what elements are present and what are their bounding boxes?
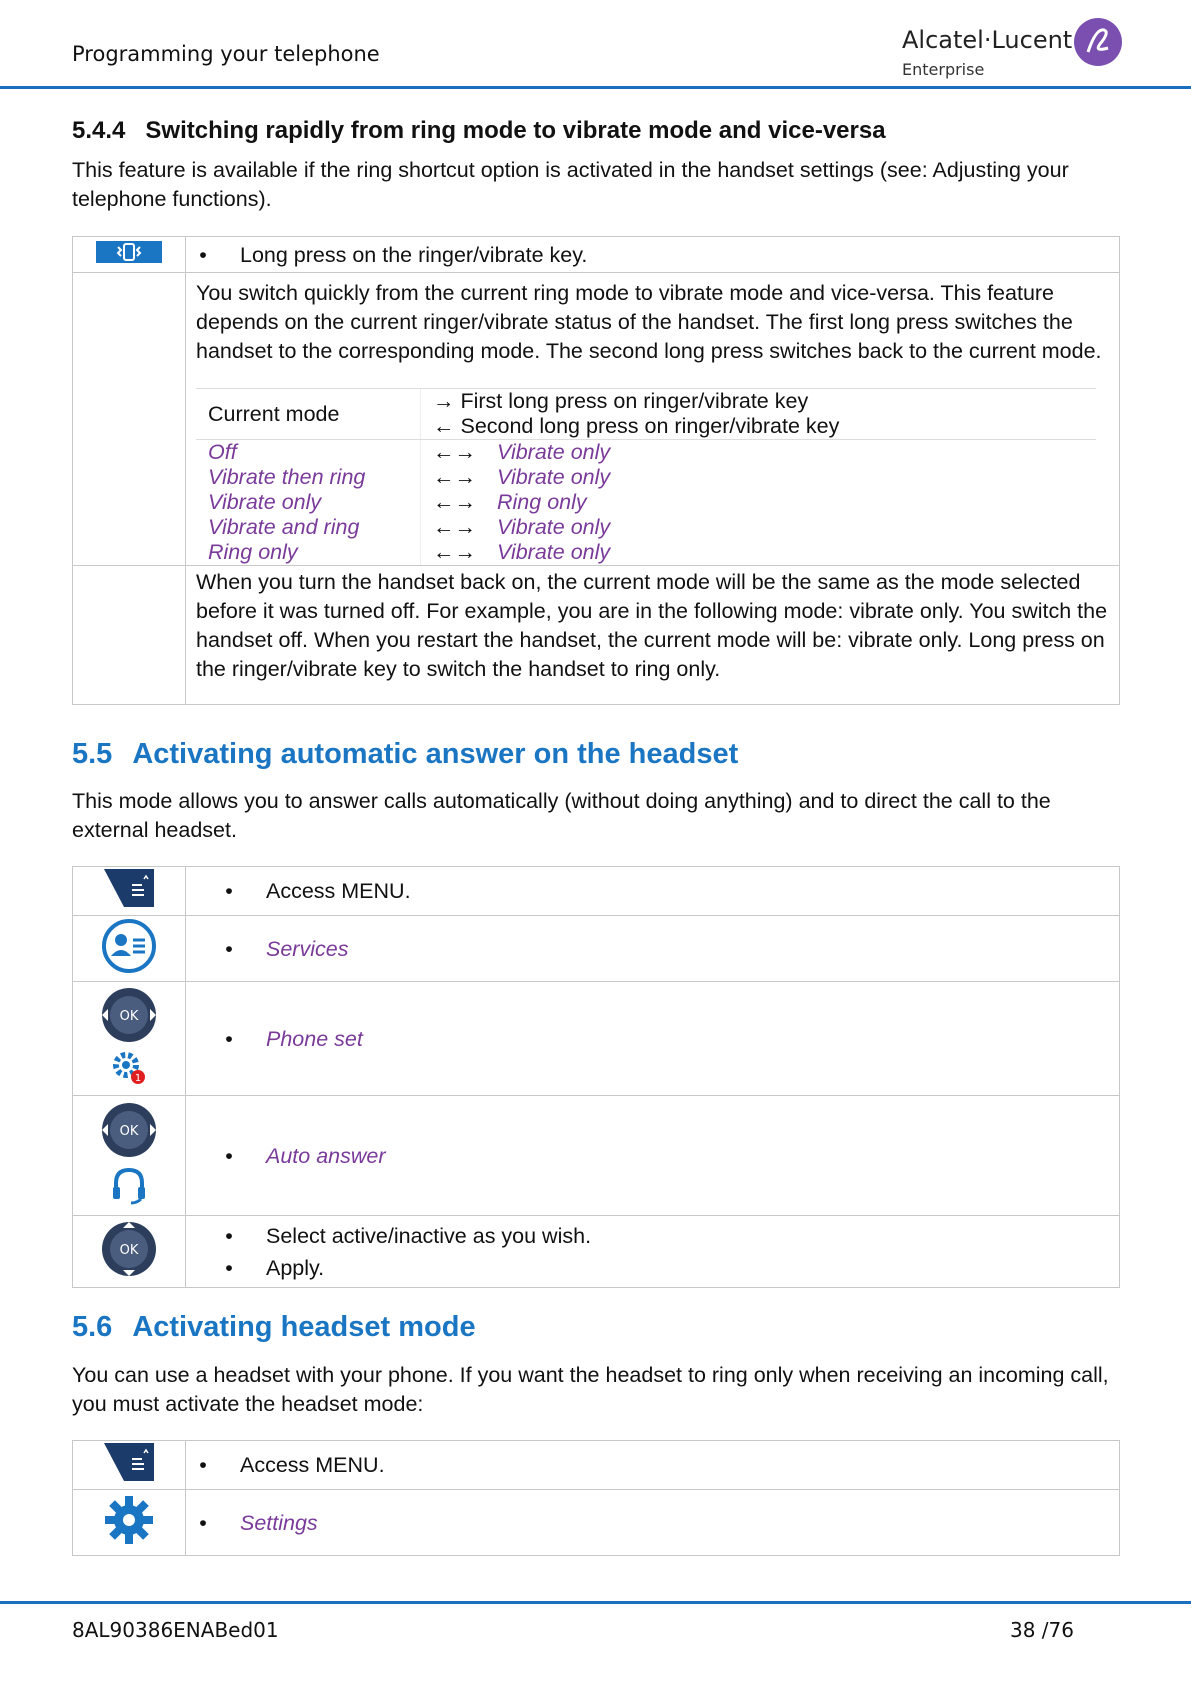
step-select-active: Select active/inactive as you wish. bbox=[266, 1223, 592, 1248]
menu-key-icon[interactable] bbox=[102, 1441, 156, 1489]
mode-current: Vibrate then ring bbox=[208, 465, 366, 489]
section-heading-56: 5.6 Activating headset mode bbox=[72, 1311, 476, 1343]
restart-note: When you turn the handset back on, the current mode will be the same as the mode selected before it was turned off. For example, you are in the following mode: vibrate only. You switch the handset off. When you restart the handset, the current mode will be: vibrate only. Long press on the ringer/vibrate key to switch the handset to ring only. bbox=[196, 570, 1108, 681]
mode-target: Vibrate only bbox=[497, 465, 611, 489]
section-heading-55: 5.5 Activating automatic answer on the headset bbox=[72, 738, 739, 770]
alcatel-logo-icon bbox=[1074, 18, 1122, 66]
ok-updown-icon[interactable] bbox=[99, 1219, 159, 1285]
ringer-vibrate-key-icon bbox=[96, 241, 162, 269]
mode-current: Ring only bbox=[208, 540, 298, 564]
step-access-menu: Access MENU. bbox=[266, 879, 411, 903]
auto-answer-steps: • Access MENU. • Services OK 1 • Phone set OK • Auto answer OK • Select active/inactive as you wish. • Apply. bbox=[72, 866, 1120, 1288]
mode-header-current: Current mode bbox=[196, 389, 421, 440]
step-services-link[interactable]: Services bbox=[266, 936, 349, 961]
section-heading-544: 5.4.4 Switching rapidly from ring mode to vibrate mode and vice-versa bbox=[72, 117, 886, 144]
mode-current: Vibrate only bbox=[208, 490, 322, 514]
mode-header-first: → First long press on ringer/vibrate key bbox=[433, 389, 809, 413]
page-number: 38 /76 bbox=[1010, 1618, 1074, 1642]
settings-notification-icon bbox=[111, 1050, 147, 1092]
menu-key-icon[interactable] bbox=[102, 867, 156, 915]
section-55-intro: This mode allows you to answer calls automatically (without doing anything) and to direct the call to the external headset. bbox=[72, 789, 1051, 842]
step-apply: Apply. bbox=[266, 1255, 325, 1280]
step-access-menu: Access MENU. bbox=[240, 1453, 385, 1477]
mode-current: Off bbox=[208, 440, 237, 464]
ok-navigator-icon[interactable] bbox=[99, 986, 159, 1050]
mode-arrow: ←→ bbox=[433, 490, 476, 514]
mode-table bbox=[196, 388, 1096, 565]
headset-mode-steps: • Access MENU. • Settings bbox=[72, 1440, 1120, 1556]
svg-text:1: 1 bbox=[134, 1072, 142, 1084]
footer-rule bbox=[0, 1601, 1191, 1604]
ring-vibrate-table: • Long press on the ringer/vibrate key. You switch quickly from the current ring mode to vibrate mode and vice-versa. This feature depends on the current ringer/vibrate status of the handset. The first long press switches the handset to the corresponding mode. The second long press switches back to the current mode. Current mode → First long press on ringer/vibrate key ← Second long press on ringer/vibrate key Off ←→ Vibrate only Vibrate then ring ←→ Vibrate only Vibrate only ←→ Ring only Vibrate and ring ←→ Vibrate only Ring only ←→ Vibrate only When you turn the handset back on, the current mode will be the same as the mode selected before it was turned off. For example, you are in the following mode: vibrate only. You switch the handset off. When you restart the handset, the current mode will be: vibrate only. Long press on the ringer/vibrate key to switch the handset to ring only. bbox=[72, 236, 1120, 705]
step-long-press: Long press on the ringer/vibrate key. bbox=[240, 242, 588, 267]
section-544-intro: This feature is available if the ring shortcut option is activated in the handset settings (see: Adjusting your telephone functions). bbox=[72, 158, 1069, 211]
services-icon[interactable] bbox=[101, 918, 157, 980]
document-reference: 8AL90386ENABed01 bbox=[72, 1618, 279, 1642]
mode-target: Vibrate only bbox=[497, 540, 611, 564]
brand-logo bbox=[902, 22, 1122, 82]
section-56-intro: You can use a headset with your phone. If you want the headset to ring only when receiving an incoming call, you must activate the headset mode: bbox=[72, 1363, 1109, 1416]
mode-arrow: ←→ bbox=[433, 465, 476, 489]
mode-arrow: ←→ bbox=[433, 540, 476, 564]
mode-arrow: ←→ bbox=[433, 440, 476, 464]
step-settings-link[interactable]: Settings bbox=[240, 1510, 318, 1535]
logo-text: Alcatel·Lucent bbox=[902, 26, 1073, 54]
step-icon-cell bbox=[73, 237, 186, 273]
mode-header-second: ← Second long press on ringer/vibrate key bbox=[433, 414, 840, 438]
step-phone-set-link[interactable]: Phone set bbox=[266, 1026, 363, 1051]
gear-icon[interactable] bbox=[102, 1493, 156, 1553]
svg-text:OK: OK bbox=[119, 1123, 139, 1139]
header-title: Programming your telephone bbox=[72, 42, 380, 66]
step-auto-answer-link[interactable]: Auto answer bbox=[266, 1143, 386, 1168]
headset-icon bbox=[109, 1165, 149, 1211]
svg-text:OK: OK bbox=[119, 1008, 139, 1024]
logo-subtitle: Enterprise bbox=[902, 60, 985, 79]
header-rule bbox=[0, 86, 1191, 89]
mode-target: Ring only bbox=[497, 490, 587, 514]
ok-navigator-icon[interactable] bbox=[99, 1101, 159, 1165]
ring-vibrate-description: You switch quickly from the current ring mode to vibrate mode and vice-versa. This feature depends on the current ringer/vibrate status of the handset. The first long press switches the handset to the corresponding mode. The second long press switches back to the current mode. bbox=[196, 281, 1102, 363]
mode-current: Vibrate and ring bbox=[208, 515, 360, 539]
mode-target: Vibrate only bbox=[497, 440, 611, 464]
svg-text:OK: OK bbox=[119, 1242, 139, 1258]
mode-arrow: ←→ bbox=[433, 515, 476, 539]
mode-target: Vibrate only bbox=[497, 515, 611, 539]
